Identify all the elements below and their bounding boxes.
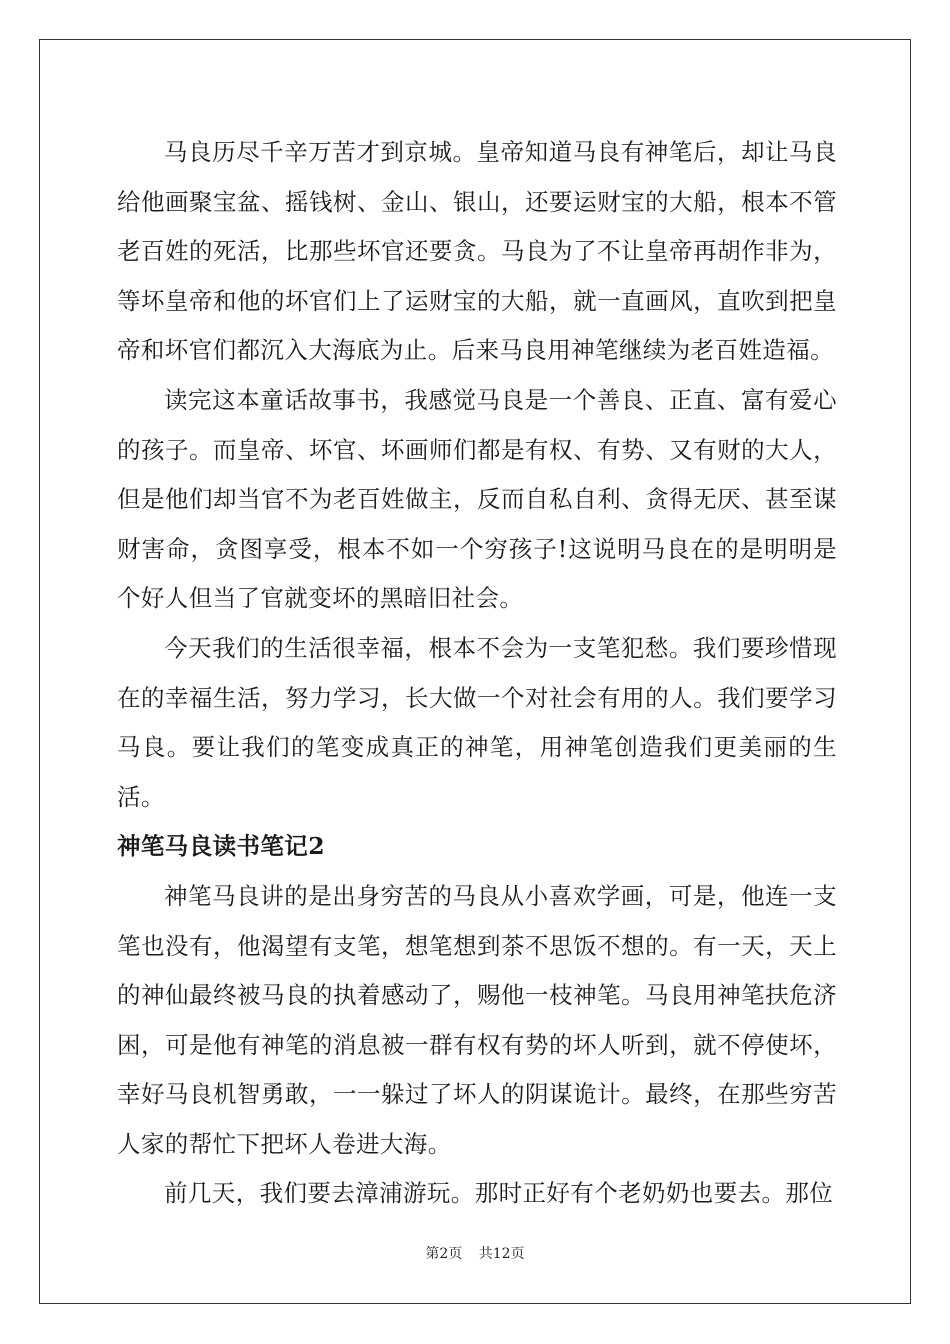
paragraph: 前几天，我们要去漳浦游玩。那时正好有个老奶奶也要去。那位 xyxy=(164,1179,834,1208)
page-number: 第2页 xyxy=(425,1246,463,1262)
document-body xyxy=(117,128,837,1219)
paragraph: 马良历尽千辛万苦才到京城。皇帝知道马良有神笔后，却让马良给他画聚宝盆、摇钱树、金山、银山，还要运财宝的大船，根本不管老百姓的死活，比那些坏官还要贪。马良为了不让皇帝再胡作非为，等坏皇帝和他的坏官们上了运财宝的大船，就一直画风，直吹到把皇帝和坏官们都沉入大海底为止。后来马良用神笔继续为老百姓造福。 xyxy=(117,138,837,365)
page-footer xyxy=(0,1243,950,1263)
page-total: 共12页 xyxy=(478,1246,525,1262)
paragraph: 神笔马良讲的是出身穷苦的马良从小喜欢学画，可是，他连一支笔也没有，他渴望有支笔，想笔想到茶不思饭不想的。有一天，天上的神仙最终被马良的执着感动了，赐他一枝神笔。马良用神笔扶危济困，可是他有神笔的消息被一群有权有势的坏人听到，就不停使坏，幸好马良机智勇敢，一一躲过了坏人的阴谋诡计。最终，在那些穷苦人家的帮忙下把坏人卷进大海。 xyxy=(117,881,837,1158)
paragraph: 读完这本童话故事书，我感觉马良是一个善良、正直、富有爱心的孩子。而皇帝、坏官、坏画师们都是有权、有势、又有财的大人，但是他们却当官不为老百姓做主，反而自私自利、贪得无厌、甚至谋财害命，贪图享受，根本不如一个穷孩子!这说明马良在的是明明是个好人但当了官就变坏的黑暗旧社会。 xyxy=(117,385,837,613)
paragraph: 今天我们的生活很幸福，根本不会为一支笔犯愁。我们要珍惜现在的幸福生活，努力学习，长大做一个对社会有用的人。我们要学习马良。要让我们的笔变成真正的神笔，用神笔创造我们更美丽的生活。 xyxy=(117,633,837,811)
section-heading: 神笔马良读书笔记2 xyxy=(117,832,325,861)
